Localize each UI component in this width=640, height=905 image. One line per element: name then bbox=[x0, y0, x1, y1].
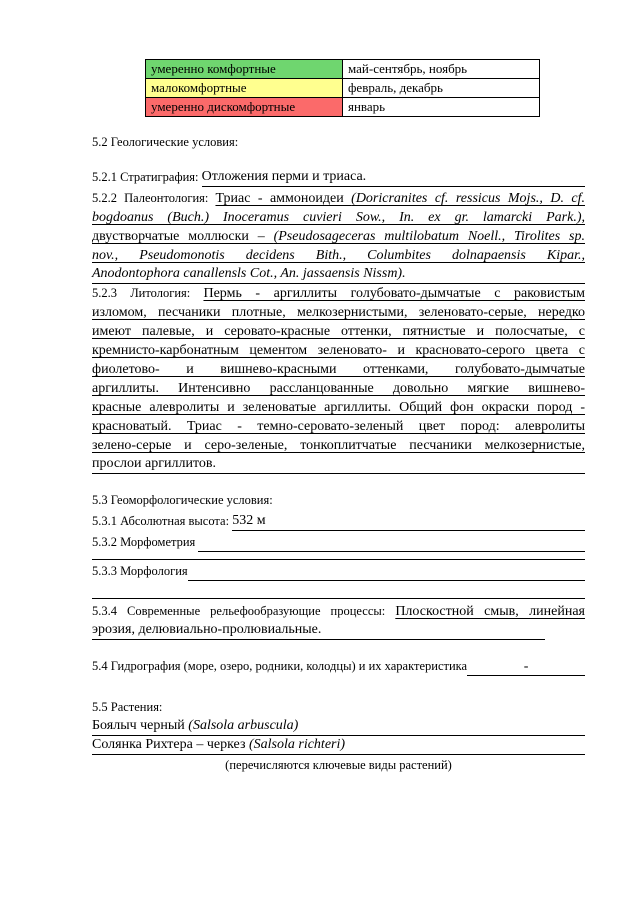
field-morphology: 5.3.3 Морфология bbox=[92, 562, 585, 581]
plant-line: Боялыч черный (Salsola arbuscula) bbox=[92, 717, 585, 736]
months-cell: январь bbox=[343, 98, 540, 117]
comfort-level-cell: малокомфортные bbox=[146, 79, 343, 98]
blank-underline bbox=[92, 552, 585, 560]
form-content bbox=[92, 133, 585, 774]
field-stratigraphy: 5.2.1 Стратиграфия: Отложения перми и триаса. bbox=[92, 168, 585, 187]
section-5-2-heading: 5.2 Геологические условия: bbox=[92, 135, 239, 149]
blank-underline bbox=[92, 591, 585, 599]
field-hydrography: 5.4 Гидрография (море, озеро, родники, колодцы) и их характеристика - bbox=[92, 657, 585, 676]
para-paleontology: 5.2.2 Палеонтология: Триас - аммоноидеи (Doricranites cf. ressicus Mojs., D. cf. bogdoanus (Buch.) Inoceramus cuvieri Sow., In. ex gr. lamarcki Park.), двустворчатые моллюски – (Pseudosageceras multilobatum Noell., Tirolites sp. nov., Pseudomonotis decidens Bith., Columbites dolnapaensis Kipar., Anodontophora canallensls Cot., An. jassaensis Nissm). bbox=[92, 189, 585, 284]
section-5-5-heading: 5.5 Растения: bbox=[92, 700, 163, 714]
table-row bbox=[146, 98, 540, 117]
table-row bbox=[146, 79, 540, 98]
comfort-level-cell: умеренно дискомфортные bbox=[146, 98, 343, 117]
comfort-level-cell: умеренно комфортные bbox=[146, 60, 343, 79]
table-row bbox=[146, 60, 540, 79]
comfort-table bbox=[145, 59, 540, 117]
field-absolute-height: 5.3.1 Абсолютная высота: 532 м bbox=[92, 512, 585, 531]
field-morphometry: 5.3.2 Морфометрия bbox=[92, 533, 585, 552]
para-lithology: 5.2.3 Литология: Пермь - аргиллиты голубовато-дымчатые с раковистым изломом, песчаники плотные, мелкозернистыми, зеленовато-серые, нередко имеют палевые, и серовато-красные оттенки, пятнистые и полосчатые, с кремнисто-карбонатным цементом зеленовато- и красновато-серого цвета с фиолетово- и вишнево-красными оттенками, голубовато-дымчатые аргиллиты. Интенсивно рассланцованные довольно мягкие вишнево- красные алевролиты и зеленоватые аргиллиты. Общий фон окраски пород - красноватый. Триас - темно-серовато-зеленый цвет пород: алевролиты зелено-серые и серо-зеленые, тонкоплитчатые песчаники мелкозернистые, прослои аргиллитов. bbox=[92, 284, 585, 474]
months-cell: май-сентябрь, ноябрь bbox=[343, 60, 540, 79]
para-relief-processes: 5.3.4 Современные рельефообразующие процессы: Плоскостной смыв, линейная эрозия, делювиально-пролювиальные. bbox=[92, 602, 585, 640]
section-5-3-heading: 5.3 Геоморфологические условия: bbox=[92, 493, 273, 507]
plants-caption: (перечисляются ключевые виды растений) bbox=[225, 758, 452, 772]
plant-line: Солянка Рихтера – черкез (Salsola richteri) bbox=[92, 736, 585, 755]
months-cell: февраль, декабрь bbox=[343, 79, 540, 98]
